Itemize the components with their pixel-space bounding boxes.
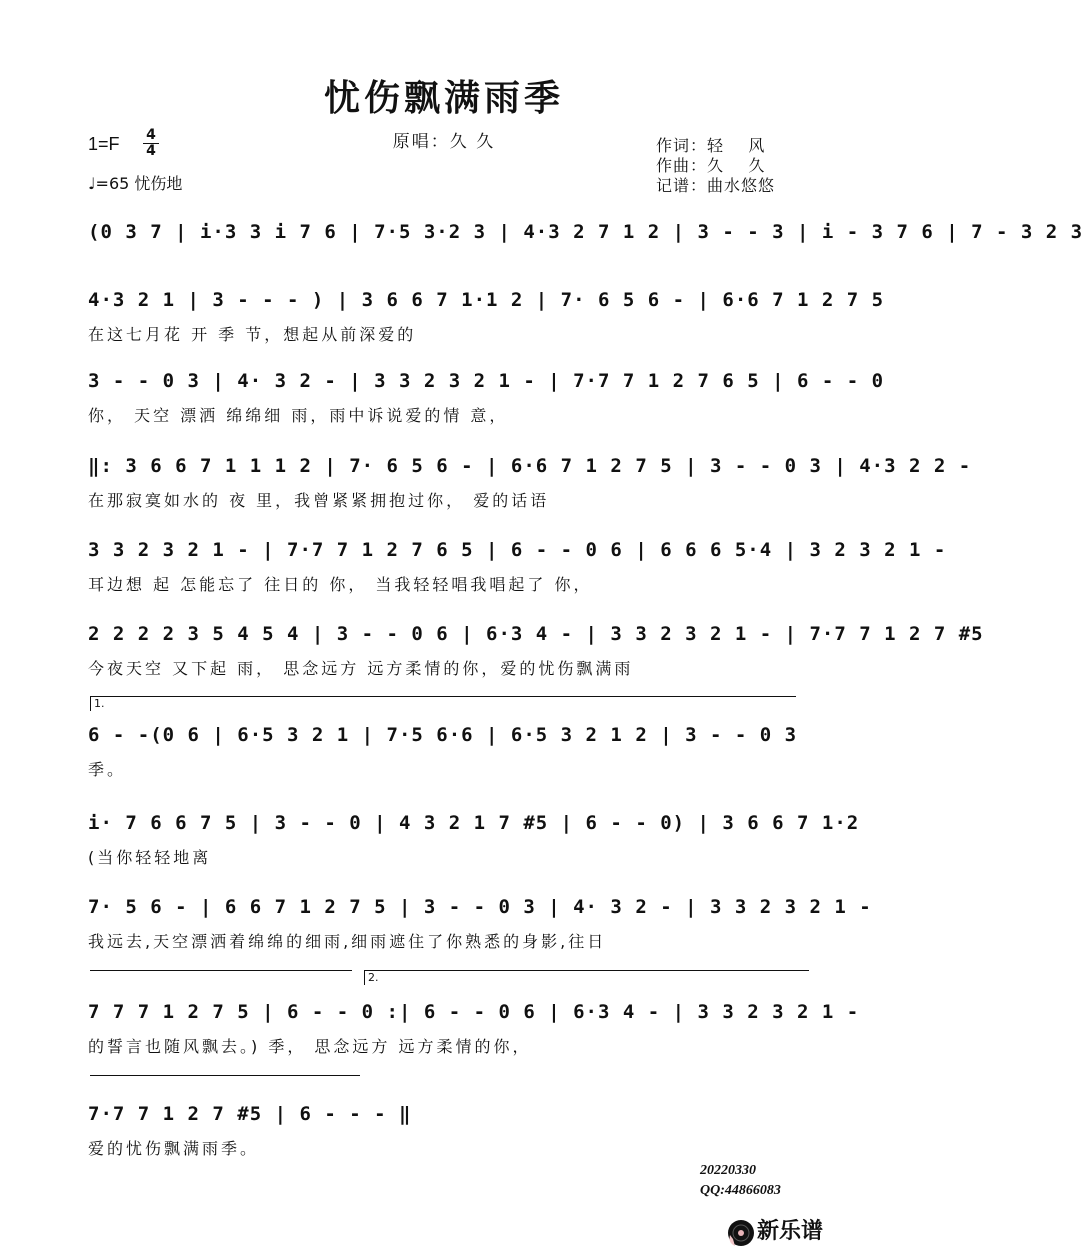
lyrics-line: (当你轻轻地离 xyxy=(88,848,212,867)
time-signature-top: 4 xyxy=(146,127,156,143)
song-title: 忧伤飘满雨季 xyxy=(323,78,564,119)
lyrics-line: 耳边想 起 怎能忘了 往日的 你， 当我轻轻唱我唱起了 你， xyxy=(88,575,593,594)
footer-date: 20220330 xyxy=(700,1163,756,1178)
lyrics-line: 你， 天空 漂洒 绵绵细 雨，雨中诉说爱的情 意， xyxy=(88,406,509,425)
lyrics-line: 季。 xyxy=(88,760,127,779)
volta-label-second: 2. xyxy=(368,971,379,984)
footer-info xyxy=(700,1161,781,1201)
notation-line: (0 3 7 | i·3 3 i 7 6 | 7·5 3·2 3 | 4·3 2 7 1 2 | 3 - - 3 | i - 3 7 6 | 7 - 3 2 3 xyxy=(88,221,1083,243)
volta-label-first: 1. xyxy=(94,697,105,710)
second-ending-continuation xyxy=(90,1075,360,1090)
lyrics-line xyxy=(88,252,810,282)
notation-line: ‖: 3 6 6 7 1 1 1 2 | 7· 6 5 6 - | 6·6 7 1 2 7 5 | 3 - - 0 3 | 4·3 2 2 - xyxy=(88,455,972,477)
score-system-9 xyxy=(88,887,872,957)
tempo-marking: ♩=65 忧伤地 xyxy=(88,174,183,193)
score-system-1 xyxy=(88,212,1083,282)
vinyl-record-icon xyxy=(727,1219,755,1247)
notation-line: 7· 5 6 - | 6 6 7 1 2 7 5 | 3 - - 0 3 | 4· 3 2 - | 3 3 2 3 2 1 - xyxy=(88,896,872,918)
notation-line: i· 7 6 6 7 5 | 3 - - 0 | 4 3 2 1 7 #5 | 6 - - 0) | 3 6 6 7 1·2 xyxy=(88,812,860,834)
second-ending-bracket xyxy=(364,970,809,985)
credit-lyricist: 作词：轻 风 xyxy=(656,136,766,155)
notation-line: 3 3 2 3 2 1 - | 7·7 7 1 2 7 6 5 | 6 - - 0 6 | 6 6 6 5·4 | 3 2 3 2 1 - xyxy=(88,539,947,561)
time-signature-bottom: 4 xyxy=(146,143,156,159)
credits xyxy=(656,136,775,196)
notation-line: 2 2 2 2 3 5 4 5 4 | 3 - - 0 6 | 6·3 4 - | 3 3 2 3 2 1 - | 7·7 7 1 2 7 #5 xyxy=(88,623,984,645)
score-system-4 xyxy=(88,446,972,516)
notation-line: 4·3 2 1 | 3 - - - ) | 3 6 6 7 1·1 2 | 7· 6 5 6 - | 6·6 7 1 2 7 5 xyxy=(88,289,885,311)
credit-transcriber: 记谱：曲水悠悠 xyxy=(656,176,776,195)
credit-composer: 作曲：久 久 xyxy=(656,156,766,175)
lyrics-line: 我远去,天空漂洒着绵绵的细雨,细雨遮住了你熟悉的身影,往日 xyxy=(88,932,607,951)
footer-qq: QQ:44866083 xyxy=(700,1183,781,1198)
score-system-7 xyxy=(88,715,810,785)
lyrics-line: 今夜天空 又下起 雨， 思念远方 远方柔情的你，爱的忧伤飘满雨 xyxy=(88,659,634,678)
score-system-8 xyxy=(88,803,860,873)
score-system-2 xyxy=(88,280,885,350)
lyrics-line: 的誓言也随风飘去。) 季， 思念远方 远方柔情的你， xyxy=(88,1037,532,1056)
score-system-3 xyxy=(88,361,885,431)
notation-line: 7·7 7 1 2 7 #5 | 6 - - - ‖ xyxy=(88,1103,412,1125)
score-system-6 xyxy=(88,614,984,684)
lyrics-line: 在这七月花 开 季 节，想起从前深爱的 xyxy=(88,325,417,344)
score-system-5 xyxy=(88,530,947,600)
first-ending-continuation xyxy=(90,970,352,985)
lyrics-line: 在那寂寞如水的 夜 里，我曾紧紧拥抱过你， 爱的话语 xyxy=(88,491,550,510)
notation-line: 3 - - 0 3 | 4· 3 2 - | 3 3 2 3 2 1 - | 7·7 7 1 2 7 6 5 | 6 - - 0 xyxy=(88,370,885,392)
notation-line: 7 7 7 1 2 7 5 | 6 - - 0 :| 6 - - 0 6 | 6·3 4 - | 3 3 2 3 2 1 - xyxy=(88,1001,860,1023)
original-singer: 原唱：久 久 xyxy=(392,132,496,152)
notation-line: 6 - -(0 6 | 6·5 3 2 1 | 7·5 6·6 | 6·5 3 2 1 2 | 3 - - 0 3 xyxy=(88,724,798,746)
site-logo[interactable]: 新乐谱 xyxy=(757,1219,824,1244)
key-signature: 1=F xyxy=(88,134,120,154)
first-ending-bracket xyxy=(90,696,796,711)
score-system-10 xyxy=(88,992,860,1062)
score-system-11 xyxy=(88,1094,810,1164)
time-signature xyxy=(143,128,159,159)
lyrics-line: 爱的忧伤飘满雨季。 xyxy=(88,1139,260,1158)
